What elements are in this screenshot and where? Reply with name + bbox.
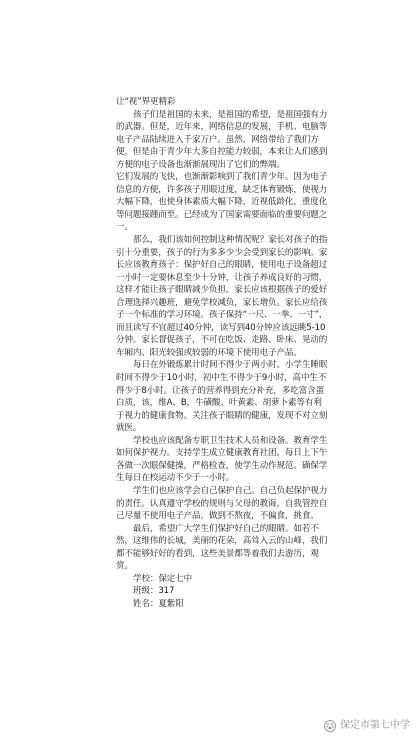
signature-class: 班级：317 (133, 586, 175, 597)
wechat-paw-icon (324, 720, 336, 732)
essay-paragraph-6: 学生们也应该学会自己保护自己。自己负起保护视力的责任。认真遵守学校的规则与父母的教诲，自我管控自己尽量不使用电子产品，做到不熬夜，不偏食，挑食。 (116, 485, 328, 522)
essay-paragraph-2: 它们发展的飞快，也渐渐影响到了我们青少年。因为电子信息的方便，许多孩子用眼过度，缺乏体育锻炼，使视力大幅下降，也使身体素质大幅下降，近视低龄化，重度化等问题接踵而至。已经成为了国家需要面临的重要问题之一。 (116, 172, 328, 233)
signature-school: 学校：保定七中 (133, 573, 193, 584)
essay-paragraph-5: 学校也应该配备专职卫生技术人员和设备。教育学生如何保护视力。支持学生成立健康教育社团。每日上下午各做一次眼保健操，严格检查，使学生动作规范。确保学生每日在校运动不少于一小时。 (116, 435, 328, 484)
essay-paragraph-4: 每日在外锻炼累计时间不得少于两小时。小学生睡眠时间不得少于10小时，初中生不得少于9小时，高中生不得少于8小时。让孩子的营养得到充分补充，多吃富含蛋白质，该，维A、B，牛磺酸、叶黄素、胡萝卜素等有利于视力的健康食物。关注孩子眼睛的健康，发现不对立刻就医。 (116, 360, 328, 434)
essay (116, 96, 328, 610)
essay-paragraph-3: 那么，我们该如何控制这种情况呢？家长对孩子的指引十分重要，孩子的行为多多少少会受到家长的影响。家长应该教育孩子：保护好自己的眼睛，使用电子设备超过一小时一定要休息至少十分钟，让孩子养成良好的习惯，这样才能让孩子眼睛减少负担。家长应该根据孩子的爱好合理选择兴趣班，避免学校减负，家长增负。家长应给孩子一个标准的学习环境。孩子保持“一尺、一拳、一寸”，而且读写不宜超过40分钟，读写到40分钟应该远眺5-10分钟。家长督促孩子，不可在吃饭、走路、卧床、晃动的车厢内、阳光较强或较弱的环境下使用电子产品。 (116, 235, 328, 358)
watermark-text: 保定市第七中学 (340, 720, 410, 731)
essay-title: 让“视”界更精彩 (116, 97, 176, 107)
watermark (324, 720, 410, 732)
signature-name: 姓名：夏紫阳 (133, 598, 184, 609)
essay-paragraph-7: 最后，希望广大学生们保护好自己的眼睛。如若不然，这维伟的长城，美丽的花朵，高耸入云的山峰，我们都不能够好好的看到，这些美景都等着我们去游历，观赏。 (116, 523, 328, 572)
essay-paragraph-1: 孩子们是祖国的未来，是祖国的希望，是祖国强有力的武器。但是，近年来，网络信息的发展，手机、电脑等电子产品陆续进入千家万户。虽然，网络带给了我们方便，但是由于青少年大多自控能力较弱，本来让人们感到方便的电子设备也渐渐展现出了它们的弊端。 (116, 109, 328, 170)
